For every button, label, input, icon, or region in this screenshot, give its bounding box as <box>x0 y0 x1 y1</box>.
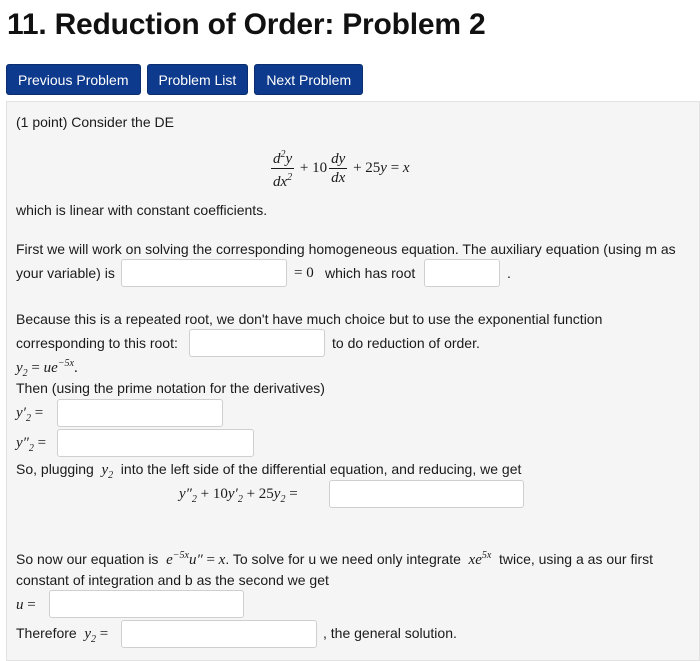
repeated-root-line1: Because this is a repeated root, we don't have much choice but to use the exponential function <box>16 311 603 327</box>
exp-function-input[interactable] <box>189 329 325 357</box>
page-title: 11. Reduction of Order: Problem 2 <box>7 8 486 41</box>
y2-definition: $y_2 = ue^{-5x}$. <box>16 358 78 379</box>
problem-intro: (1 point) Consider the DE <box>16 114 174 130</box>
y2-double-prime-input[interactable] <box>57 429 254 457</box>
repeated-root-line2: corresponding to this root: <box>16 335 178 351</box>
aux-equation-input[interactable] <box>121 259 287 287</box>
u-label: u = <box>16 597 36 613</box>
u-input[interactable] <box>49 590 244 618</box>
aux-root-label: which has root <box>325 265 416 281</box>
y2-prime-input[interactable] <box>57 399 223 427</box>
so-now-text: So now our equation is $e^{-5x}u'' = x$. To solve for u we need only integrate $xe^{5x}$ twice, using a as our first <box>16 550 654 568</box>
differential-equation: $\frac{d^2y}{dx^2}$ + 10 $\frac{dy}{dx}$ + 25y = x <box>269 146 410 191</box>
general-solution-input[interactable] <box>121 620 317 648</box>
problem-navigation <box>6 64 363 95</box>
previous-problem-button[interactable]: Previous Problem <box>6 64 141 95</box>
y2-prime-label: $y'_2$ = <box>16 405 44 424</box>
aux-root-input[interactable] <box>424 259 500 287</box>
problem-panel <box>6 101 700 661</box>
y2-double-prime-label: $y''_2$ = <box>16 435 47 454</box>
next-problem-button[interactable]: Next Problem <box>254 64 363 95</box>
problem-list-button[interactable]: Problem List <box>147 64 249 95</box>
aux-text-line2: your variable) is <box>16 265 115 281</box>
lhs-expression: $y''_2 + 10y'_2 + 25y_2$ = <box>179 486 298 505</box>
aux-text-line1: First we will work on solving the corresponding homogeneous equation. The auxiliary equation (using m as <box>16 241 676 257</box>
therefore-tail: , the general solution. <box>323 625 457 641</box>
plugging-text: So, plugging $y_2$ into the left side of the differential equation, and reducing, we get <box>16 461 522 481</box>
aux-period: . <box>507 265 511 281</box>
lhs-result-input[interactable] <box>329 480 524 508</box>
constant-text: constant of integration and b as the second we get <box>16 572 329 588</box>
aux-equals-zero: = 0 <box>294 265 314 281</box>
repeated-root-after: to do reduction of order. <box>332 335 480 351</box>
then-prime-text: Then (using the prime notation for the derivatives) <box>16 380 325 396</box>
therefore-label: Therefore $y_2$ = <box>16 625 109 645</box>
linear-note: which is linear with constant coefficients. <box>16 202 268 218</box>
